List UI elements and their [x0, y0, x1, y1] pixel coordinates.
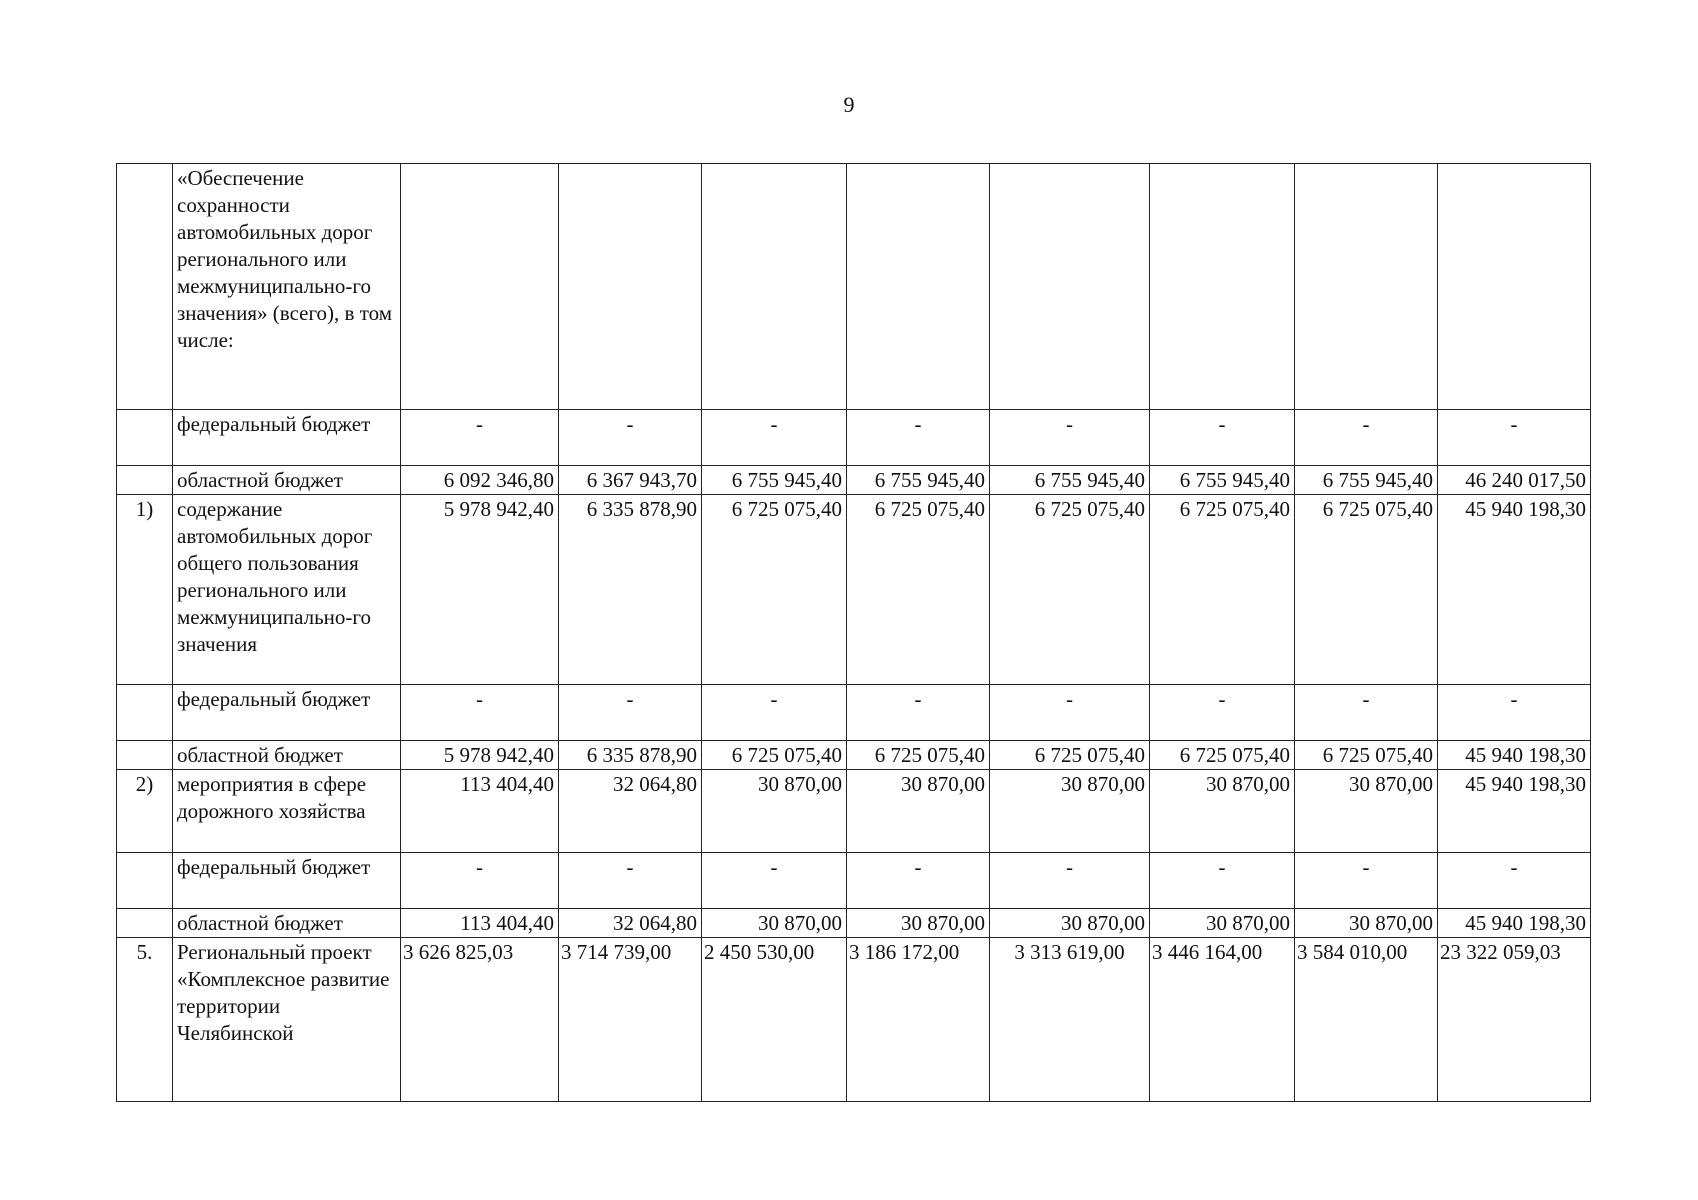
row-number-cell	[117, 164, 173, 410]
row-number-cell: 2)	[117, 770, 173, 853]
value-cell: 6 755 945,40	[1150, 466, 1295, 495]
value-cell: 30 870,00	[847, 909, 990, 938]
table-row	[117, 741, 1591, 770]
value-cell: -	[401, 410, 559, 466]
value-cell: 6 725 075,40	[1295, 741, 1438, 770]
table-row	[117, 909, 1591, 938]
value-cell: 32 064,80	[559, 770, 702, 853]
value-cell: 6 725 075,40	[990, 741, 1150, 770]
value-cell: -	[702, 685, 847, 741]
value-cell: -	[847, 410, 990, 466]
value-cell: -	[1150, 410, 1295, 466]
value-cell	[1295, 164, 1438, 410]
value-cell: -	[559, 853, 702, 909]
value-cell: 30 870,00	[1295, 909, 1438, 938]
value-cell: 30 870,00	[702, 909, 847, 938]
value-cell	[702, 164, 847, 410]
value-cell: 23 322 059,03	[1438, 938, 1591, 1102]
row-name-cell: содержание автомобильных дорог общего пользования регионального или межмуниципально-го значения	[173, 495, 401, 685]
table-row	[117, 495, 1591, 685]
row-name-cell: областной бюджет	[173, 909, 401, 938]
value-cell: 3 446 164,00	[1150, 938, 1295, 1102]
row-number-cell	[117, 909, 173, 938]
row-number-cell	[117, 853, 173, 909]
value-cell: 5 978 942,40	[401, 741, 559, 770]
value-cell: 3 714 739,00	[559, 938, 702, 1102]
value-cell: -	[1438, 685, 1591, 741]
value-cell: -	[1295, 853, 1438, 909]
value-cell: 6 755 945,40	[702, 466, 847, 495]
value-cell: 5 978 942,40	[401, 495, 559, 685]
table-row	[117, 770, 1591, 853]
row-number-cell	[117, 466, 173, 495]
value-cell: -	[559, 685, 702, 741]
value-cell: 6 725 075,40	[1150, 495, 1295, 685]
value-cell: 113 404,40	[401, 770, 559, 853]
table-row	[117, 938, 1591, 1102]
row-name-cell: федеральный бюджет	[173, 853, 401, 909]
value-cell	[401, 164, 559, 410]
table-row	[117, 685, 1591, 741]
value-cell: 30 870,00	[1295, 770, 1438, 853]
row-number-cell: 1)	[117, 495, 173, 685]
value-cell	[1438, 164, 1591, 410]
value-cell: -	[702, 410, 847, 466]
value-cell: -	[401, 685, 559, 741]
value-cell: 6 725 075,40	[702, 495, 847, 685]
value-cell: 6 367 943,70	[559, 466, 702, 495]
value-cell: 6 755 945,40	[990, 466, 1150, 495]
value-cell: -	[847, 853, 990, 909]
value-cell	[1150, 164, 1295, 410]
value-cell: 45 940 198,30	[1438, 495, 1591, 685]
value-cell: 30 870,00	[847, 770, 990, 853]
value-cell: -	[1438, 853, 1591, 909]
value-cell: 30 870,00	[990, 909, 1150, 938]
value-cell: 113 404,40	[401, 909, 559, 938]
value-cell: 45 940 198,30	[1438, 909, 1591, 938]
value-cell: 6 725 075,40	[1295, 495, 1438, 685]
value-cell: 3 626 825,03	[401, 938, 559, 1102]
value-cell: 46 240 017,50	[1438, 466, 1591, 495]
value-cell: 3 584 010,00	[1295, 938, 1438, 1102]
value-cell: -	[1295, 685, 1438, 741]
value-cell: -	[990, 410, 1150, 466]
row-name-cell: федеральный бюджет	[173, 685, 401, 741]
budget-table	[116, 163, 1591, 1102]
value-cell: 6 725 075,40	[847, 741, 990, 770]
table-row	[117, 410, 1591, 466]
row-name-cell: федеральный бюджет	[173, 410, 401, 466]
row-name-cell: областной бюджет	[173, 466, 401, 495]
value-cell	[990, 164, 1150, 410]
value-cell	[847, 164, 990, 410]
row-name-cell: Региональный проект «Комплексное развитие территории Челябинской	[173, 938, 401, 1102]
page-number: 9	[843, 92, 855, 117]
value-cell: 6 725 075,40	[990, 495, 1150, 685]
value-cell: -	[702, 853, 847, 909]
row-name-cell: областной бюджет	[173, 741, 401, 770]
value-cell: 32 064,80	[559, 909, 702, 938]
value-cell: 6 725 075,40	[702, 741, 847, 770]
value-cell: 6 335 878,90	[559, 741, 702, 770]
table-row	[117, 853, 1591, 909]
row-number-cell	[117, 410, 173, 466]
value-cell: 6 725 075,40	[1150, 741, 1295, 770]
row-number-cell	[117, 741, 173, 770]
value-cell: -	[990, 685, 1150, 741]
value-cell: 30 870,00	[1150, 909, 1295, 938]
value-cell: -	[1150, 853, 1295, 909]
value-cell: -	[1150, 685, 1295, 741]
value-cell: 2 450 530,00	[702, 938, 847, 1102]
value-cell: 3 313 619,00	[990, 938, 1150, 1102]
value-cell: -	[1438, 410, 1591, 466]
row-number-cell	[117, 685, 173, 741]
value-cell: 30 870,00	[702, 770, 847, 853]
value-cell: 6 335 878,90	[559, 495, 702, 685]
value-cell: -	[559, 410, 702, 466]
value-cell: 6 755 945,40	[1295, 466, 1438, 495]
row-name-cell: «Обеспечение сохранности автомобильных дорог регионального или межмуниципально-го значения» (всего), в том числе:	[173, 164, 401, 410]
value-cell: 45 940 198,30	[1438, 741, 1591, 770]
table-row	[117, 164, 1591, 410]
value-cell: 6 755 945,40	[847, 466, 990, 495]
value-cell: -	[847, 685, 990, 741]
value-cell	[559, 164, 702, 410]
value-cell: -	[990, 853, 1150, 909]
table-row	[117, 466, 1591, 495]
value-cell: -	[1295, 410, 1438, 466]
value-cell: 6 092 346,80	[401, 466, 559, 495]
row-number-cell: 5.	[117, 938, 173, 1102]
value-cell: 30 870,00	[1150, 770, 1295, 853]
row-name-cell: мероприятия в сфере дорожного хозяйства	[173, 770, 401, 853]
value-cell: 45 940 198,30	[1438, 770, 1591, 853]
value-cell: 3 186 172,00	[847, 938, 990, 1102]
value-cell: 6 725 075,40	[847, 495, 990, 685]
value-cell: 30 870,00	[990, 770, 1150, 853]
value-cell: -	[401, 853, 559, 909]
